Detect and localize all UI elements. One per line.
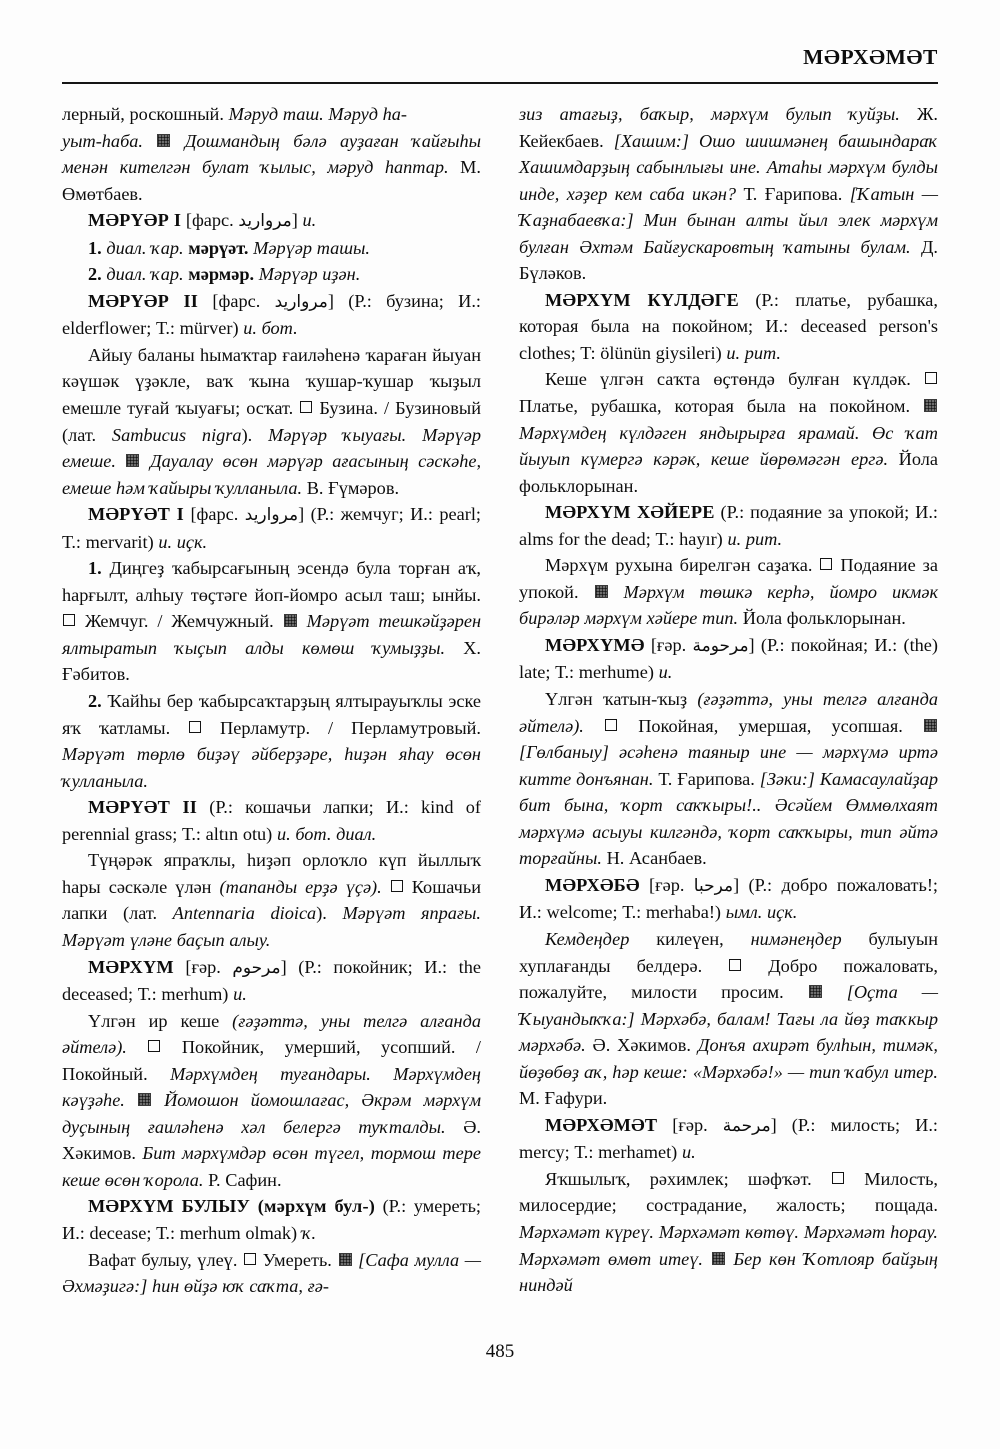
equivalent-marker-icon [147,1037,161,1057]
equivalent-marker-icon [831,1169,845,1189]
illustration-marker-icon [283,611,298,631]
entry-marhaba: МӘРХӘБӘ [ғәр. مرحبا] (Р.: добро пожаловать!; И.: welcome; Т.: merhaba!) ымл. иҫк. [519,874,938,923]
illustration-marker-icon [137,1090,152,1110]
equivalent-marker-icon [188,718,202,738]
header-rule [62,82,938,84]
illustration-marker-icon [594,582,609,602]
entry-marhum-buliu: МӘРХҮМ БУЛЫУ (мәрхүм бул-) (Р.: умереть; И.: decease; Т.: merhum olmak) ҡ. [62,1196,481,1243]
sense-maryuyat-1-1: 1. Диңгеҙ ҡабырсағының эсендә була торған аҡ, hарғылт, алhыу төҫтәге йоп-йомро асыл таш; ынйы. Жемчуг. / Жемчужный. Мәрүәт тешкәйҙәрен ялтыратып ҡыҫып алды көмөш ҡумыҙҙы. Х. Ғәбитов. [62,558,482,685]
sense-maryuyat-1-2: 2. Ҡайhы бер ҡабырсаҡтарҙың ялтырауыҡлы эске яҡ ҡатламы. Перламутр. / Перламутровый. Мәрүәт төрлө биҙәү әйберҙәре, hиҙән яhау өсөн ҡулланыла. [62,691,481,791]
page-number: 485 [485,1341,515,1362]
definition-marhum-khayere: Мәрхүм рухына бирелгән саҙаҡа. Подаяние за упокой. Мәрхүм төшкә керhә, йомро икмәк бирәләр мәрхүм хәйере тип. Йола фольклорынан. [519,555,938,629]
equivalent-marker-icon [728,956,742,976]
entry-maryuyar-1: МӘРҮӘР I [фарс. مروارید] и. [88,210,317,232]
definition-marhum-kuldage: Кеше үлгән саҡта өҫтөндә булған күлдәк. Платье, рубашка, которая была на покойном. Мәрхүмдең күлдәген яндырырға ярамай. Өс ҡат йыуып күмергә кәрәк, кеше йөрөмәгән ергә. Йола фольклорынан. [519,369,938,496]
illustration-marker-icon [125,451,140,471]
entry-maryuyar-2: МӘРҮӘР II [фарс. مروارید] (Р.: бузина; И.: elderflower; Т.: mürver) и. бот. [62,290,481,339]
illustration-marker-icon [711,1249,726,1269]
definition-maryuyar-2: Айыу баланы hымаҡтар ғаиләhенә ҡараған йыуан кәүшәк үҙәкле, ваҡ ҡына ҡушар-ҡушар ҡыҙыл емешле туғай ҡыуағы; осҡат. Бузина. / Бузиновый (лат. Sambucus nigra). Мәрүәр ҡыуағы. Мәрүәр емеше. Дауалау өсөн мәрүәр ағасының сәскәhе, емеше hәм ҡайыры ҡулланыла. В. Ғүмәров. [62,344,482,498]
illustration-marker-icon [808,982,823,1002]
sense-maryuyar-1-1: 1. диал. ҡар. мәрүәт. Мәрүәр ташы. [88,237,371,258]
equivalent-marker-icon [819,555,833,575]
illustration-marker-icon [156,131,171,151]
equivalent-marker-icon [243,1250,257,1270]
left-column [62,101,481,1300]
entry-marhum: МӘРХҮМ [ғәр. مرحوم] (Р.: покойник; И.: the deceased; Т.: merhum) и. [62,956,481,1005]
definition-marhum: Үлгән ир кеше (ғәҙәттә, уны телгә алғанда әйтелә). Покойник, умерший, усопший. / Покойный. Мәрхүмдең туғандары. Мәрхүмдең кәүҙәhе. Йомошон йомошлағас, Әкрәм мәрхүм дуҫының ғаиләhенә хәл белергә туҡталды. Ә. Хәкимов. Бит мәрхүмдәр өсөн түгел, тормош тере кеше өсөн ҡорола. Р. Сафин. [62,1010,482,1190]
running-head: МӘРХӘМӘТ [803,45,938,69]
right-column [519,101,938,1300]
entry-continuation-maryud: лepный, роскошный. Мәруд таш. Мәруд hа- уыт-hаба. Дошмандың бәлә ауҙаған ҡайғыhы менән кителгән булат ҡылыс, мәруд hаптар. М. Өмөтбаев. [62,104,482,204]
illustration-marker-icon [338,1250,353,1270]
definition-marhuma: Үлгән ҡатын-ҡыҙ (ғәҙәттә, уны телгә алғанда әйтелә). Покойная, умершая, усопшая. [Гөлбаныу] әсәhенә таяныр ине — мәрхүмә иртә китте донъянан. Т. Ғарипова. [Зәки:] Камасаулайҙар бит бына, ҡорт саҡҡыры!.. Әсәйем Өммөлхаят мәрхүмә асыуы килгәндә, ҡорт саҡҡыры, тип әйтә торғайны. Н. Асанбаев. [519,689,939,869]
equivalent-marker-icon [604,716,618,736]
definition-maryuyat-2: Түңәрәк япраҡлы, hиҙәп орлоҡло күп йыллыҡ hары сәскәле үлән (тапанды ерҙә үҫә). Кошачьи лапки (лат. Antennaria dioica). Мәрүәт япрағы. Мәрүәт үләне баҫып алыу. [62,850,481,950]
equivalent-marker-icon [62,611,76,631]
illustration-marker-icon [923,396,938,416]
entry-marhum-khayere: МӘРХҮМ ХӘЙЕРЕ (Р.: подаяние за упокой; И.: alms for the dead; Т.: hayır) и. рит. [519,502,938,549]
entry-marhum-kuldage: МӘРХҮМ КҮЛДӘГЕ (Р.: платье, рубашка, которая была на покойном; И.: deceased person's clothes; T: ölünün giysileri) и. рит. [519,289,938,363]
sense-maryuyar-1-2: 2. диал. ҡар. мәрмәр. Мәрүәр иҙән. [88,264,361,285]
definition-marhaba: Кемдеңдер килеүен, нимәнеңдер булыуын хуплағанды белдерә. Добро пожаловать, пожалуйте, милости просим. [Оҫта — Ҡыуандыҡҡа:] Мәрхәбә, балам! Тағы ла йөҙ таҡкыр мәрхәбә. Ә. Хәкимов. Донъя ахирәт булhын, тимәк, йөҙөбөҙ аҡ, hәр кеше: «Мәрхәбә!» — тип ҡабул итер. М. Ғафури. [519,928,939,1109]
illustration-marker-icon [923,716,938,736]
entry-marhamat: МӘРХӘМӘТ [ғәр. مرحمة] (Р.: милость; И.: mercy; Т.: merhamet) и. [519,1114,938,1163]
equivalent-marker-icon [924,369,938,389]
column-container [62,101,938,1300]
page-header [62,44,938,86]
definition-marhum-buliu: Вафат булыу, үлеү. Умереть. [Сафа мулла — Әхмәҙигә:] hин өйҙә юҡ саҡта, ғә- [62,1249,482,1297]
entry-marhuma: МӘРХҮМӘ [ғәр. مرحومة] (Р.: покойная; И.: (the) late; Т.: merhume) и. [519,634,938,683]
entry-maryuyat-1: МӘРҮӘТ I [фарс. مروارید] (Р.: жемчуг; И.: pearl; Т.: mervarit) и. иҫк. [62,504,481,552]
equivalent-marker-icon [299,398,313,418]
entry-maryuyat-2: МӘРҮӘТ II (Р.: кошачьи лапки; И.: kind of perennial grass; Т.: altın otu) и. бот. диал. [62,797,481,844]
equivalent-marker-icon [390,877,404,897]
definition-marhum-continued: зиз атағыҙ, баҡыр, мәрхүм булып ҡуйҙы. Ж. Кейекбаев. [Хашим:] Ошо шишмәнең башындараҡ Хашимдарҙың сабынлығы ине. Атаhы мәрхүм булды инде, хәҙер кем саба икән? Т. Ғарипова. [Ҡатын — Ҡаҙнабаевҡа:] Мин бынан алты йыл элек мәрхүм булған Әхтәм Байғускаровтың ҡатыны булам. Д. Бүләков. [519,104,939,284]
definition-marhamat: Яҡшылыҡ, рәхимлек; шәфҡәт. Милость, милосердие; сострадание, жалость; пощада. Мәрхәмәт күреү. Мәрхәмәт көтөү. Мәрхәмәт hорау. Мәрхәмәт өмөт итеү. Бер көн Ҡотлояр байҙың ниндәй [519,1168,938,1296]
